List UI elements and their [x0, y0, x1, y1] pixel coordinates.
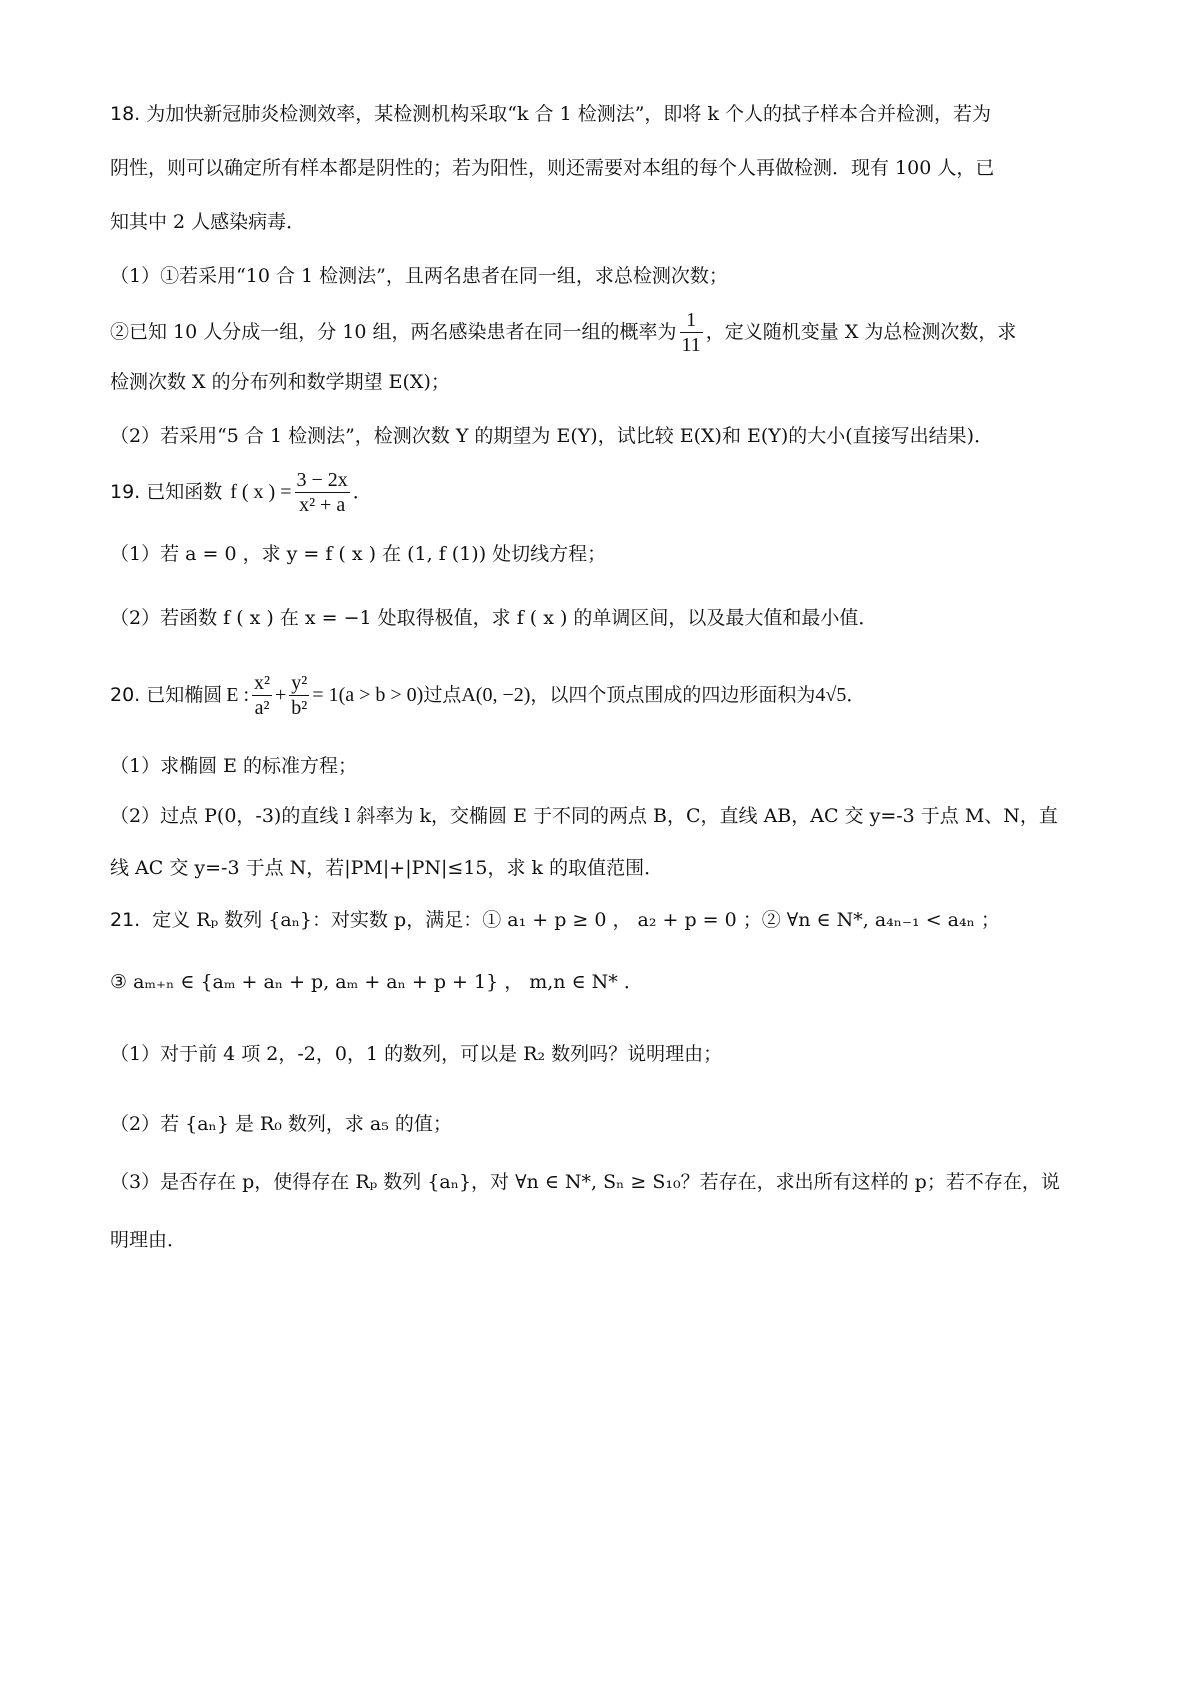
q18-part1-3: 检测次数 X 的分布列和数学期望 E(X)；: [110, 371, 450, 393]
q18-number: 18.: [110, 103, 141, 125]
q21-line1: [110, 906, 1090, 934]
q21-part3-1: （3）是否存在 p，使得存在 Rₚ 数列 {aₙ}，对 ∀n ∈ N*, Sₙ ≥ S₁₀？若存在，求出所有这样的 p；若不存在，说: [110, 1171, 1060, 1193]
q20-part2-1: （2）过点 P(0，-3)的直线 l 斜率为 k，交椭圆 E 于不同的两点 B，C，直线 AB，AC 交 y=-3 于点 M、N，直: [110, 805, 1058, 827]
q20-stem-mid: 过点: [423, 684, 462, 706]
q20-point-a: A(0, −2): [461, 684, 531, 706]
q19-number: 19.: [110, 481, 141, 503]
q19-part1: （1）若 a = 0 ，求 y = f ( x ) 在 (1, f (1)) 处切线方程；: [110, 543, 607, 565]
q20-frac2-num: y²: [291, 671, 308, 694]
q19-stem-end: ．: [352, 481, 372, 503]
q19-denominator: x² + a: [299, 493, 346, 516]
q21-number: 21.: [110, 909, 141, 931]
q18-part2: （2）若采用“5 合 1 检测法”，检测次数 Y 的期望为 E(Y)，试比较 E(X)和 E(Y)的大小(直接写出结果)．: [110, 425, 994, 447]
q18-stem-2: 阴性，则可以确定所有样本都是阴性的；若为阳性，则还需要对本组的每个人再做检测．现有 100 人，已: [110, 157, 995, 179]
q20-frac1-num: x²: [254, 671, 271, 694]
q18-stem-1: 为加快新冠肺炎检测效率，某检测机构采取“k 合 1 检测法”，即将 k 个人的拭子样本合并检测，若为: [146, 103, 992, 125]
q21-part3-2: 明理由．: [110, 1229, 187, 1251]
q20-frac2-den: b²: [291, 696, 308, 719]
q18-part1-2-pre: ②已知 10 人分成一组，分 10 组，两名感染患者在同一组的概率为: [110, 321, 677, 343]
fraction-denominator: 11: [681, 333, 701, 356]
q20-stem: [110, 660, 1090, 730]
q21-part1: （1）对于前 4 项 2，-2，0，1 的数列，可以是 R₂ 数列吗？说明理由；: [110, 1043, 723, 1065]
q21-part2: （2）若 {aₙ} 是 R₀ 数列，求 a₅ 的值；: [110, 1113, 452, 1135]
q20-frac1-den: a²: [254, 696, 270, 719]
q19-function-lhs: f ( x ) =: [230, 481, 292, 503]
fraction-numerator: 1: [680, 308, 703, 333]
q20-equation-tail: = 1(a > b > 0): [312, 684, 424, 706]
q20-area-value: 4√5: [815, 684, 847, 706]
q20-part2-2: 线 AC 交 y=-3 于点 N，若|PM|+|PN|≤15，求 k 的取值范围．: [110, 857, 664, 879]
q18-stem-3: 知其中 2 人感染病毒．: [110, 211, 306, 233]
q19-stem-pre: 已知函数: [146, 481, 223, 503]
q20-stem-pre: 已知椭圆: [146, 684, 223, 706]
q18-line1: [110, 100, 1090, 128]
q19-stem: [110, 462, 1090, 522]
q20-plus: +: [275, 684, 287, 706]
q20-number: 20.: [110, 684, 141, 706]
probability-fraction: [680, 308, 703, 357]
q20-fraction-y: [289, 671, 309, 720]
q20-stem-end: ．: [846, 684, 866, 706]
q18-part1-1: （1）①若采用“10 合 1 检测法”，且两名患者在同一组，求总检测次数；: [110, 265, 728, 287]
q20-part1: （1）求椭圆 E 的标准方程；: [110, 755, 358, 777]
q20-fraction-x: [252, 671, 272, 720]
q19-part2: （2）若函数 f ( x ) 在 x = −1 处取得极值，求 f ( x ) 的单调区间，以及最大值和最小值．: [110, 607, 878, 629]
q20-stem-mid2: ，以四个顶点围成的四边形面积为: [530, 684, 816, 706]
q19-numerator: 3 − 2x: [296, 468, 348, 491]
q20-ellipse-label: E :: [226, 684, 250, 706]
q18-part1-2-post: ，定义随机变量 X 为总检测次数，求: [705, 321, 1017, 343]
q18-part1-2: [110, 302, 1090, 362]
q21-stem-2: ③ aₘ₊ₙ ∈ {aₘ + aₙ + p, aₘ + aₙ + p + 1} ， m,n ∈ N* ．: [110, 971, 643, 993]
q19-function-fraction: [295, 468, 350, 517]
q21-stem-1: 定义 Rₚ 数列 {aₙ}：对实数 p，满足：① a₁ + p ≥ 0 ， a₂ + p = 0 ；② ∀n ∈ N*, a₄ₙ₋₁ < a₄ₙ ；: [152, 909, 1000, 931]
